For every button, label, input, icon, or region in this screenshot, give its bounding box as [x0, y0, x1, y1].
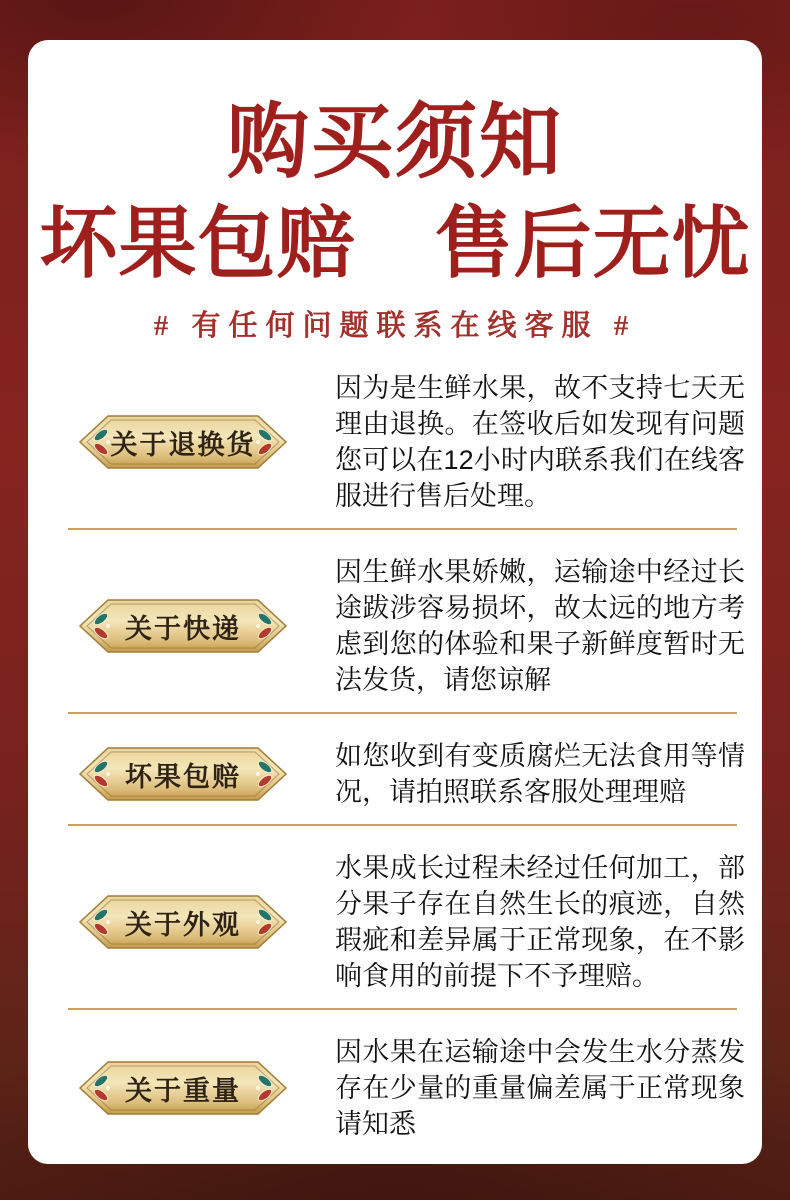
badge-label: 关于重量 [125, 1075, 241, 1106]
badge-label: 关于快递 [125, 613, 241, 644]
badge-label: 坏果包赔 [125, 761, 241, 792]
section-badge [78, 893, 288, 951]
badge-label: 关于外观 [125, 909, 241, 940]
page-title: 购买须知 [226, 97, 563, 188]
section-weight [28, 1010, 762, 1156]
page-subtitle: 坏果包赔 售后无忧 [39, 200, 751, 287]
section-text: 因生鲜水果娇嫩，运输途中经过长途跋涉容易损坏，故太远的地方考虑到您的体验和果子新鲜度暂时无法发货，请您谅解 [335, 557, 745, 695]
section-bad-fruit-compensation [28, 714, 762, 824]
section-text: 因为是生鲜水果，故不支持七天无理由退换。在签收后如发现有问题您可以在12小时内联系我们在线客服进行售后处理。 [335, 373, 745, 511]
notice-sections [28, 368, 762, 1156]
badge-label: 关于退换货 [110, 429, 256, 460]
section-returns [28, 368, 762, 528]
section-text: 如您收到有变质腐烂无法食用等情况，请拍照联系客服处理理赔 [335, 741, 745, 807]
section-text: 水果成长过程未经过任何加工，部分果子存在自然生长的痕迹，自然瑕疵和差异属于正常现象，在不影响食用的前提下不予理赔。 [335, 853, 745, 991]
section-badge [78, 597, 288, 655]
section-text: 因水果在运输途中会发生水分蒸发存在少量的重量偏差属于正常现象请知悉 [335, 1037, 745, 1139]
section-badge [78, 745, 288, 803]
section-appearance [28, 826, 762, 1008]
section-badge [78, 413, 288, 471]
notice-card [28, 40, 762, 1164]
contact-tagline: # 有任何问题联系在线客服 # [153, 310, 637, 342]
section-shipping [28, 530, 762, 712]
section-badge [78, 1059, 288, 1117]
